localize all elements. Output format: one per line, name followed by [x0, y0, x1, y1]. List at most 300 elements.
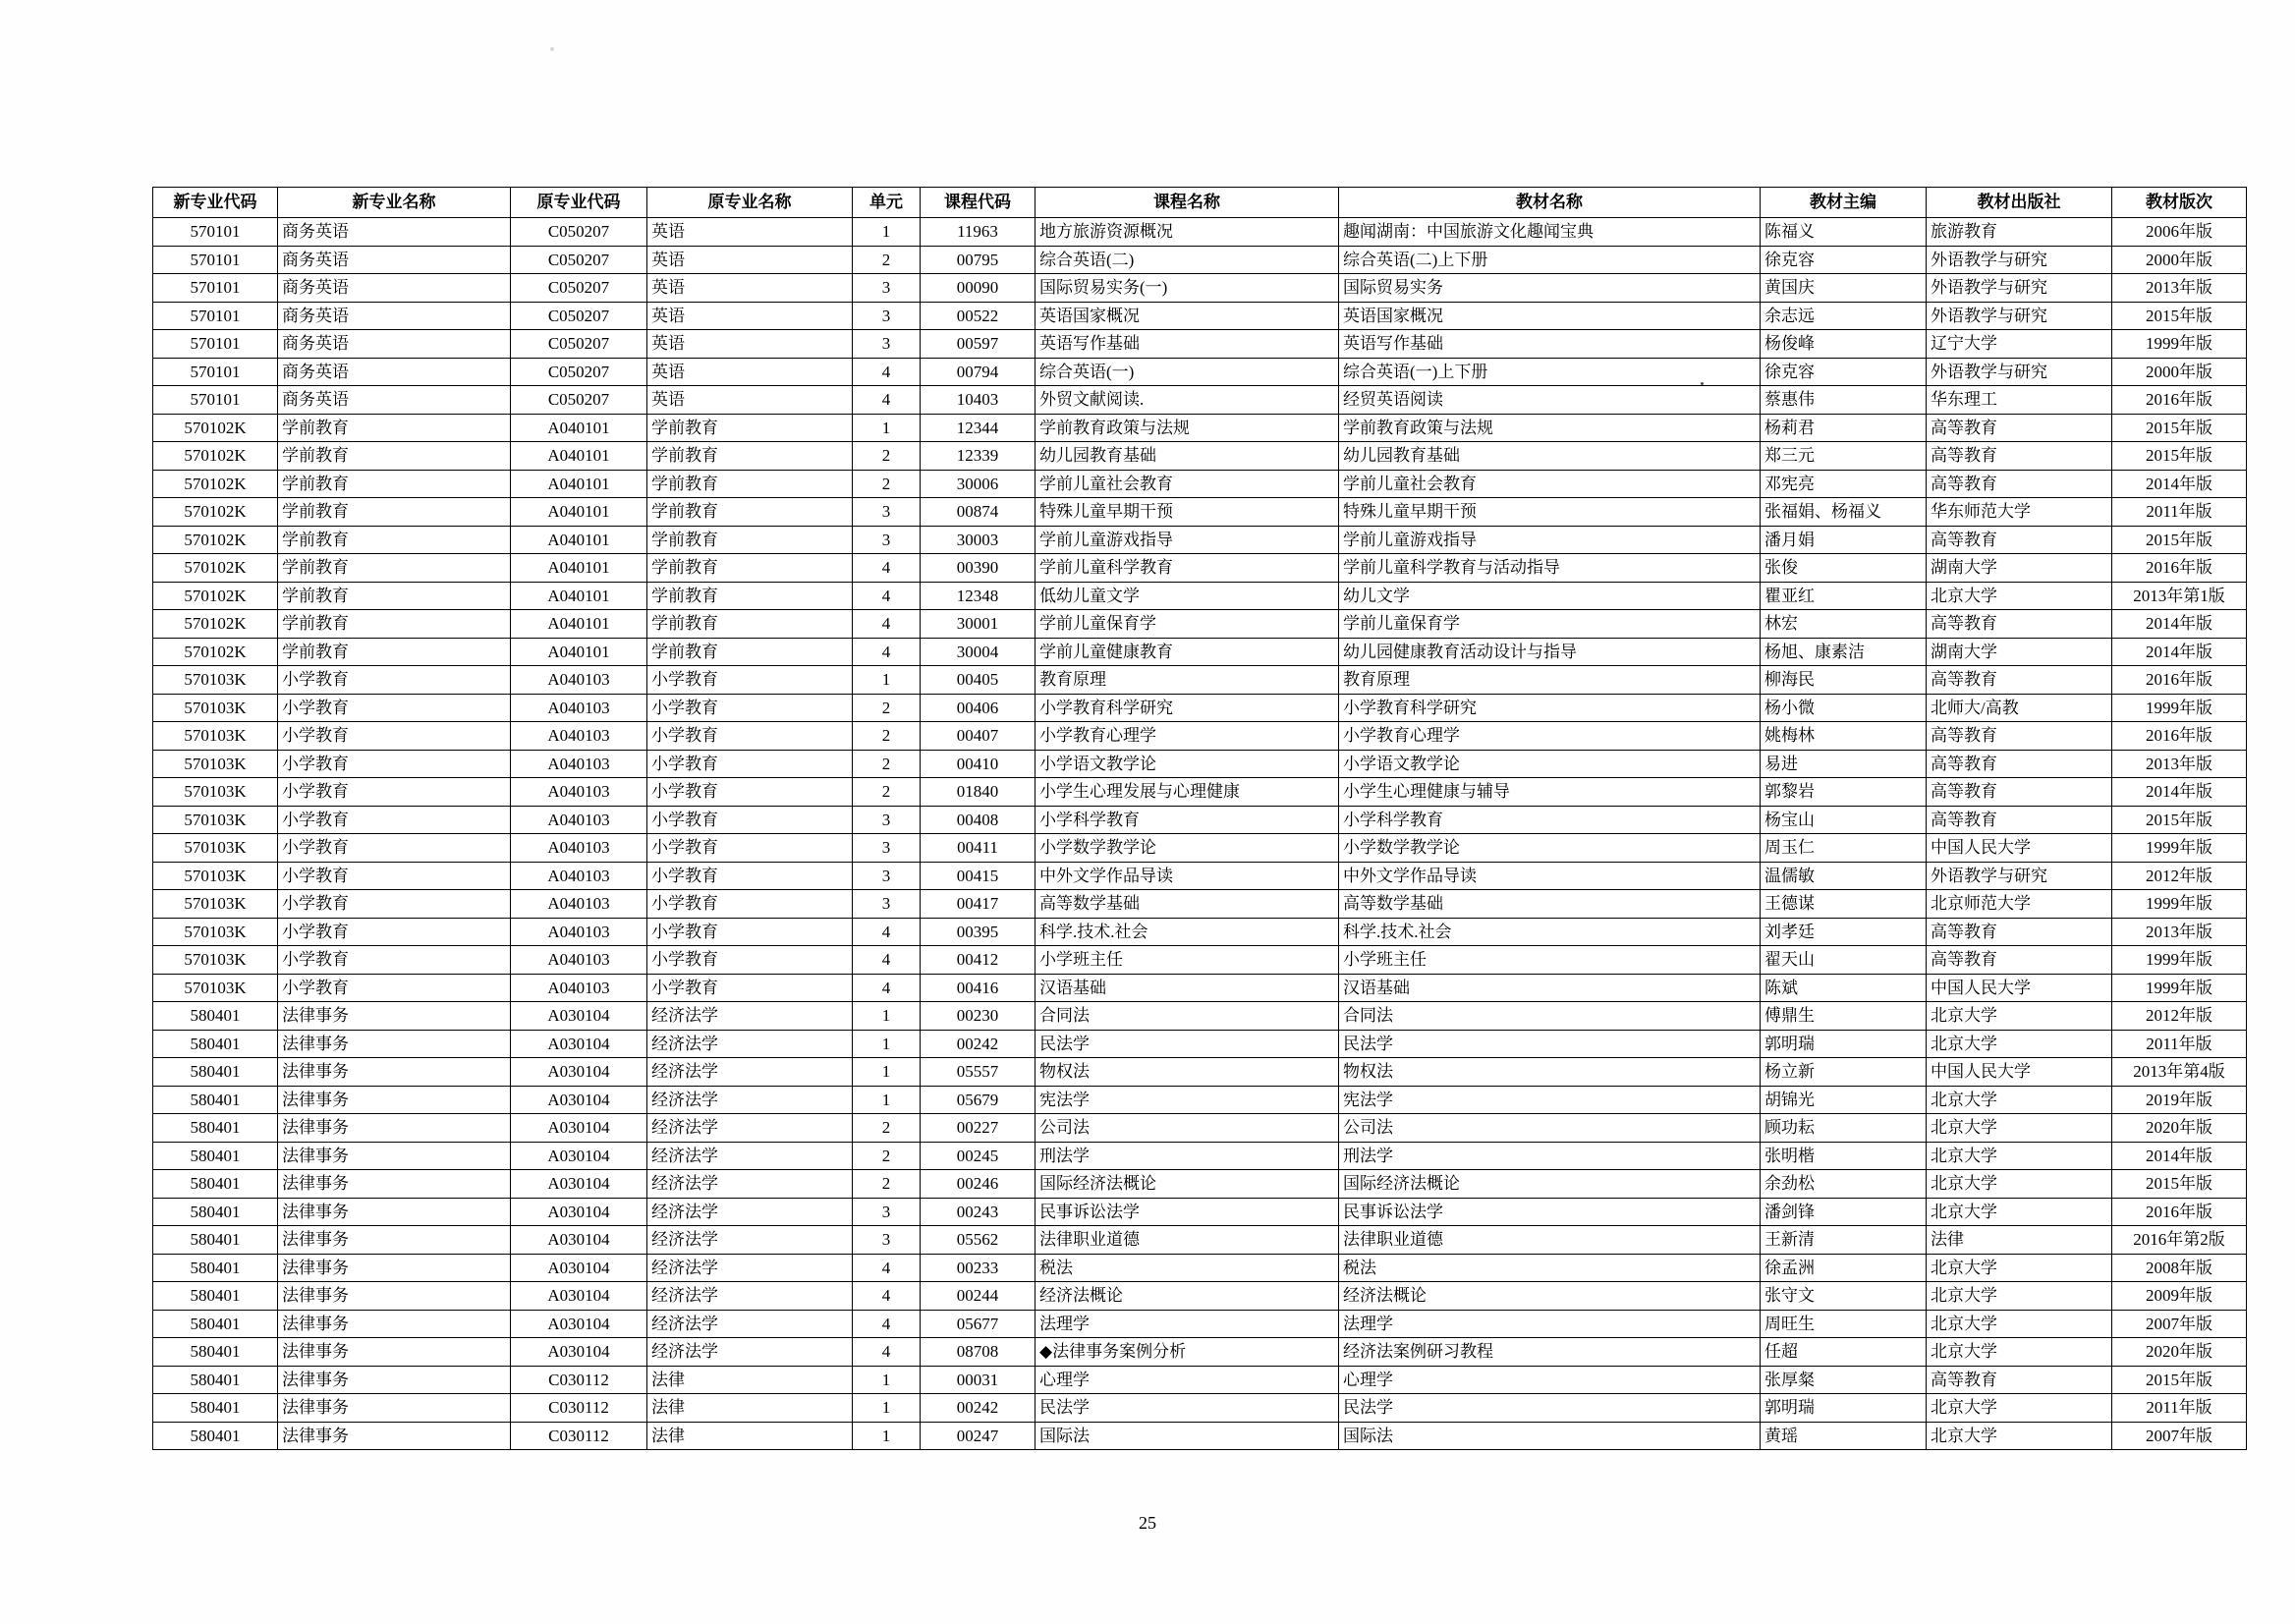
cell-textbook-editor: 易进: [1761, 750, 1927, 778]
cell-unit: 3: [853, 330, 921, 359]
cell-old-major-name: 小学教育: [647, 666, 853, 695]
cell-new-major-name: 小学教育: [278, 918, 511, 946]
cell-textbook-editor: 柳海民: [1761, 666, 1927, 695]
cell-old-major-code: A030104: [511, 1114, 647, 1143]
cell-textbook-name: 幼儿园教育基础: [1339, 442, 1761, 471]
cell-new-major-name: 法律事务: [278, 1170, 511, 1199]
cell-new-major-name: 小学教育: [278, 890, 511, 919]
cell-course-code: 08708: [921, 1338, 1036, 1367]
cell-unit: 1: [853, 1086, 921, 1114]
cell-textbook-press: 湖南大学: [1927, 638, 2112, 666]
cell-textbook-edition: 2020年版: [2112, 1338, 2247, 1367]
table-body: [153, 218, 2247, 1450]
scan-speck: [1701, 382, 1704, 385]
cell-course-name: 外贸文献阅读.: [1036, 386, 1339, 415]
cell-textbook-editor: 王德谋: [1761, 890, 1927, 919]
table-row: [153, 1058, 2247, 1087]
cell-course-code: 00410: [921, 750, 1036, 778]
cell-textbook-name: 中外文学作品导读: [1339, 862, 1761, 890]
cell-textbook-name: 小学数学教学论: [1339, 834, 1761, 863]
table-row: [153, 750, 2247, 778]
cell-new-major-code: 580401: [153, 1170, 278, 1199]
cell-textbook-editor: 徐克容: [1761, 358, 1927, 386]
cell-textbook-press: 高等教育: [1927, 414, 2112, 442]
cell-textbook-name: 汉语基础: [1339, 974, 1761, 1002]
cell-unit: 3: [853, 890, 921, 919]
cell-old-major-code: A040101: [511, 498, 647, 527]
cell-unit: 2: [853, 778, 921, 807]
cell-textbook-press: 外语教学与研究: [1927, 862, 2112, 890]
cell-course-name: 国际经济法概论: [1036, 1170, 1339, 1199]
cell-new-major-name: 商务英语: [278, 358, 511, 386]
cell-textbook-press: 北京大学: [1927, 1338, 2112, 1367]
table-row: [153, 806, 2247, 834]
cell-new-major-code: 570102K: [153, 470, 278, 498]
cell-new-major-code: 570102K: [153, 498, 278, 527]
cell-textbook-edition: 2015年版: [2112, 526, 2247, 554]
cell-old-major-code: C050207: [511, 358, 647, 386]
table-row: [153, 1254, 2247, 1282]
cell-textbook-name: 科学.技术.社会: [1339, 918, 1761, 946]
cell-new-major-name: 商务英语: [278, 246, 511, 274]
cell-course-code: 30001: [921, 610, 1036, 639]
table-row: [153, 722, 2247, 751]
cell-textbook-name: 国际贸易实务: [1339, 274, 1761, 303]
table-row: [153, 274, 2247, 303]
cell-textbook-edition: 2016年版: [2112, 666, 2247, 695]
cell-course-name: 学前儿童保育学: [1036, 610, 1339, 639]
cell-course-name: 高等数学基础: [1036, 890, 1339, 919]
cell-textbook-editor: 郭明瑞: [1761, 1394, 1927, 1423]
cell-textbook-name: 学前儿童游戏指导: [1339, 526, 1761, 554]
cell-new-major-code: 580401: [153, 1002, 278, 1031]
cell-textbook-edition: 1999年版: [2112, 890, 2247, 919]
cell-unit: 4: [853, 638, 921, 666]
cell-old-major-code: A040103: [511, 834, 647, 863]
table-row: [153, 610, 2247, 639]
cell-old-major-code: A040101: [511, 442, 647, 471]
cell-old-major-name: 小学教育: [647, 862, 853, 890]
cell-unit: 4: [853, 554, 921, 583]
table-row: [153, 1282, 2247, 1311]
cell-textbook-name: 小学生心理健康与辅导: [1339, 778, 1761, 807]
cell-old-major-name: 学前教育: [647, 442, 853, 471]
cell-old-major-name: 英语: [647, 302, 853, 330]
cell-textbook-name: 小学教育心理学: [1339, 722, 1761, 751]
cell-old-major-name: 小学教育: [647, 722, 853, 751]
table-row: [153, 1338, 2247, 1367]
table-row: [153, 442, 2247, 471]
cell-new-major-name: 学前教育: [278, 582, 511, 610]
cell-unit: 2: [853, 1114, 921, 1143]
cell-unit: 4: [853, 946, 921, 975]
cell-textbook-edition: 2016年版: [2112, 1198, 2247, 1226]
cell-textbook-press: 高等教育: [1927, 806, 2112, 834]
cell-course-code: 00031: [921, 1366, 1036, 1394]
cell-textbook-edition: 2014年版: [2112, 778, 2247, 807]
cell-textbook-name: 民法学: [1339, 1030, 1761, 1058]
cell-textbook-name: 学前儿童科学教育与活动指导: [1339, 554, 1761, 583]
cell-textbook-name: 学前儿童社会教育: [1339, 470, 1761, 498]
cell-old-major-name: 小学教育: [647, 946, 853, 975]
cell-course-code: 10403: [921, 386, 1036, 415]
table-row: [153, 1086, 2247, 1114]
cell-textbook-name: 学前儿童保育学: [1339, 610, 1761, 639]
table-row: [153, 1170, 2247, 1199]
cell-unit: 1: [853, 1366, 921, 1394]
cell-textbook-press: 北京大学: [1927, 1394, 2112, 1423]
cell-old-major-code: A030104: [511, 1086, 647, 1114]
cell-textbook-press: 中国人民大学: [1927, 1058, 2112, 1087]
cell-course-name: 学前儿童科学教育: [1036, 554, 1339, 583]
cell-textbook-edition: 2012年版: [2112, 862, 2247, 890]
cell-textbook-press: 北京大学: [1927, 1142, 2112, 1170]
cell-textbook-editor: 潘月娟: [1761, 526, 1927, 554]
cell-textbook-edition: 2014年版: [2112, 610, 2247, 639]
cell-textbook-name: 刑法学: [1339, 1142, 1761, 1170]
cell-textbook-edition: 2014年版: [2112, 1142, 2247, 1170]
cell-course-name: 小学教育科学研究: [1036, 694, 1339, 722]
cell-new-major-code: 580401: [153, 1282, 278, 1311]
cell-textbook-editor: 杨立新: [1761, 1058, 1927, 1087]
cell-old-major-name: 小学教育: [647, 806, 853, 834]
cell-course-name: 物权法: [1036, 1058, 1339, 1087]
cell-textbook-press: 高等教育: [1927, 470, 2112, 498]
cell-textbook-press: 高等教育: [1927, 946, 2112, 975]
cell-textbook-press: 外语教学与研究: [1927, 358, 2112, 386]
cell-old-major-code: A030104: [511, 1058, 647, 1087]
cell-textbook-press: 北京大学: [1927, 1086, 2112, 1114]
header-textbook-press: 教材出版社: [1927, 188, 2112, 218]
cell-old-major-code: A030104: [511, 1170, 647, 1199]
header-old-major-name: 原专业名称: [647, 188, 853, 218]
cell-unit: 1: [853, 1030, 921, 1058]
cell-new-major-name: 商务英语: [278, 302, 511, 330]
cell-textbook-editor: 黄国庆: [1761, 274, 1927, 303]
cell-old-major-code: A040101: [511, 526, 647, 554]
table-row: [153, 1310, 2247, 1338]
cell-new-major-name: 商务英语: [278, 330, 511, 359]
cell-course-code: 00408: [921, 806, 1036, 834]
cell-course-code: 00412: [921, 946, 1036, 975]
cell-new-major-name: 小学教育: [278, 750, 511, 778]
cell-course-name: 低幼儿童文学: [1036, 582, 1339, 610]
cell-course-name: 税法: [1036, 1254, 1339, 1282]
table-header: [153, 188, 2247, 218]
cell-old-major-code: A040101: [511, 638, 647, 666]
cell-unit: 1: [853, 1394, 921, 1423]
cell-new-major-name: 小学教育: [278, 946, 511, 975]
cell-new-major-code: 580401: [153, 1310, 278, 1338]
table-row: [153, 1394, 2247, 1423]
course-material-table: [152, 187, 2247, 1450]
cell-textbook-editor: 张俊: [1761, 554, 1927, 583]
table-row: [153, 1366, 2247, 1394]
cell-old-major-code: A040103: [511, 722, 647, 751]
course-table-container: [152, 187, 2225, 1450]
cell-new-major-name: 小学教育: [278, 778, 511, 807]
cell-old-major-code: A030104: [511, 1142, 647, 1170]
cell-unit: 1: [853, 666, 921, 695]
table-row: [153, 498, 2247, 527]
cell-textbook-edition: 2015年版: [2112, 442, 2247, 471]
cell-course-code: 00242: [921, 1030, 1036, 1058]
cell-course-code: 11963: [921, 218, 1036, 247]
cell-unit: 1: [853, 1002, 921, 1031]
cell-old-major-code: A040103: [511, 918, 647, 946]
cell-course-name: 学前儿童健康教育: [1036, 638, 1339, 666]
cell-new-major-name: 商务英语: [278, 274, 511, 303]
cell-textbook-edition: 2013年版: [2112, 274, 2247, 303]
cell-textbook-editor: 林宏: [1761, 610, 1927, 639]
cell-course-code: 00411: [921, 834, 1036, 863]
cell-course-name: 英语写作基础: [1036, 330, 1339, 359]
cell-course-code: 00794: [921, 358, 1036, 386]
table-row: [153, 1226, 2247, 1255]
cell-new-major-code: 570103K: [153, 946, 278, 975]
cell-new-major-code: 570101: [153, 358, 278, 386]
table-row: [153, 778, 2247, 807]
cell-unit: 4: [853, 1338, 921, 1367]
cell-textbook-edition: 2015年版: [2112, 1366, 2247, 1394]
cell-new-major-name: 法律事务: [278, 1030, 511, 1058]
cell-textbook-edition: 1999年版: [2112, 974, 2247, 1002]
cell-new-major-code: 570103K: [153, 666, 278, 695]
cell-textbook-editor: 徐孟洲: [1761, 1254, 1927, 1282]
cell-textbook-edition: 2000年版: [2112, 246, 2247, 274]
cell-old-major-code: A040103: [511, 890, 647, 919]
table-row: [153, 302, 2247, 330]
cell-textbook-editor: 蔡惠伟: [1761, 386, 1927, 415]
cell-course-code: 00407: [921, 722, 1036, 751]
cell-textbook-editor: 邓宪亮: [1761, 470, 1927, 498]
cell-textbook-edition: 2013年第4版: [2112, 1058, 2247, 1087]
cell-course-code: 00246: [921, 1170, 1036, 1199]
cell-new-major-code: 580401: [153, 1338, 278, 1367]
cell-textbook-editor: 张守文: [1761, 1282, 1927, 1311]
cell-textbook-press: 华东师范大学: [1927, 498, 2112, 527]
cell-textbook-edition: 2013年版: [2112, 750, 2247, 778]
cell-course-code: 05557: [921, 1058, 1036, 1087]
cell-course-code: 00244: [921, 1282, 1036, 1311]
cell-course-name: 学前教育政策与法规: [1036, 414, 1339, 442]
cell-old-major-name: 学前教育: [647, 414, 853, 442]
cell-unit: 1: [853, 414, 921, 442]
cell-course-code: 00395: [921, 918, 1036, 946]
cell-new-major-name: 法律事务: [278, 1002, 511, 1031]
cell-textbook-name: 法理学: [1339, 1310, 1761, 1338]
cell-course-name: 英语国家概况: [1036, 302, 1339, 330]
cell-old-major-name: 小学教育: [647, 750, 853, 778]
cell-course-code: 00230: [921, 1002, 1036, 1031]
cell-unit: 1: [853, 1422, 921, 1450]
cell-unit: 2: [853, 1142, 921, 1170]
cell-course-name: 民法学: [1036, 1394, 1339, 1423]
cell-new-major-code: 580401: [153, 1058, 278, 1087]
table-row: [153, 974, 2247, 1002]
cell-course-name: 学前儿童游戏指导: [1036, 526, 1339, 554]
cell-new-major-code: 570103K: [153, 862, 278, 890]
cell-old-major-name: 英语: [647, 246, 853, 274]
header-unit: 单元: [853, 188, 921, 218]
cell-textbook-name: 小学科学教育: [1339, 806, 1761, 834]
cell-old-major-code: A030104: [511, 1198, 647, 1226]
cell-textbook-editor: 周玉仁: [1761, 834, 1927, 863]
cell-old-major-name: 经济法学: [647, 1030, 853, 1058]
cell-new-major-name: 小学教育: [278, 722, 511, 751]
cell-course-code: 00405: [921, 666, 1036, 695]
cell-course-name: 法理学: [1036, 1310, 1339, 1338]
cell-course-name: 小学语文教学论: [1036, 750, 1339, 778]
cell-textbook-name: 合同法: [1339, 1002, 1761, 1031]
cell-course-name: 科学.技术.社会: [1036, 918, 1339, 946]
cell-textbook-name: 高等数学基础: [1339, 890, 1761, 919]
cell-textbook-name: 综合英语(二)上下册: [1339, 246, 1761, 274]
cell-course-code: 00227: [921, 1114, 1036, 1143]
cell-textbook-name: 公司法: [1339, 1114, 1761, 1143]
cell-old-major-code: A040103: [511, 862, 647, 890]
cell-unit: 4: [853, 974, 921, 1002]
cell-textbook-editor: 翟天山: [1761, 946, 1927, 975]
cell-textbook-edition: 2016年版: [2112, 722, 2247, 751]
cell-old-major-name: 法律: [647, 1394, 853, 1423]
cell-new-major-name: 法律事务: [278, 1198, 511, 1226]
cell-textbook-editor: 郑三元: [1761, 442, 1927, 471]
cell-new-major-name: 法律事务: [278, 1282, 511, 1311]
cell-course-code: 00795: [921, 246, 1036, 274]
cell-textbook-edition: 2007年版: [2112, 1310, 2247, 1338]
cell-textbook-press: 北京师范大学: [1927, 890, 2112, 919]
cell-textbook-edition: 2011年版: [2112, 1394, 2247, 1423]
table-row: [153, 470, 2247, 498]
cell-new-major-code: 570102K: [153, 554, 278, 583]
cell-course-code: 00233: [921, 1254, 1036, 1282]
cell-textbook-editor: 杨宝山: [1761, 806, 1927, 834]
cell-textbook-name: 宪法学: [1339, 1086, 1761, 1114]
cell-old-major-code: A030104: [511, 1310, 647, 1338]
table-row: [153, 218, 2247, 247]
cell-textbook-edition: 2015年版: [2112, 302, 2247, 330]
header-textbook-name: 教材名称: [1339, 188, 1761, 218]
cell-course-name: 综合英语(二): [1036, 246, 1339, 274]
cell-course-code: 00416: [921, 974, 1036, 1002]
header-textbook-edition: 教材版次: [2112, 188, 2247, 218]
table-row: [153, 358, 2247, 386]
cell-old-major-code: A040103: [511, 946, 647, 975]
table-row: [153, 1422, 2247, 1450]
table-row: [153, 414, 2247, 442]
cell-unit: 3: [853, 834, 921, 863]
cell-new-major-code: 570102K: [153, 610, 278, 639]
cell-new-major-name: 小学教育: [278, 694, 511, 722]
cell-new-major-name: 法律事务: [278, 1338, 511, 1367]
cell-course-code: 01840: [921, 778, 1036, 807]
cell-textbook-name: 教育原理: [1339, 666, 1761, 695]
cell-textbook-edition: 2011年版: [2112, 498, 2247, 527]
cell-new-major-code: 580401: [153, 1142, 278, 1170]
cell-old-major-code: C050207: [511, 330, 647, 359]
cell-old-major-name: 学前教育: [647, 582, 853, 610]
cell-course-name: 学前儿童社会教育: [1036, 470, 1339, 498]
cell-textbook-edition: 2015年版: [2112, 414, 2247, 442]
cell-textbook-edition: 2006年版: [2112, 218, 2247, 247]
cell-textbook-press: 北京大学: [1927, 1282, 2112, 1311]
cell-old-major-name: 学前教育: [647, 526, 853, 554]
cell-textbook-editor: 杨小微: [1761, 694, 1927, 722]
cell-new-major-name: 小学教育: [278, 666, 511, 695]
table-row: [153, 946, 2247, 975]
cell-textbook-edition: 2014年版: [2112, 470, 2247, 498]
cell-new-major-name: 商务英语: [278, 386, 511, 415]
cell-old-major-code: A040103: [511, 750, 647, 778]
cell-unit: 1: [853, 218, 921, 247]
cell-new-major-code: 570103K: [153, 974, 278, 1002]
cell-textbook-edition: 2011年版: [2112, 1030, 2247, 1058]
cell-new-major-name: 法律事务: [278, 1226, 511, 1255]
cell-textbook-editor: 温儒敏: [1761, 862, 1927, 890]
table-row: [153, 1030, 2247, 1058]
cell-old-major-code: A030104: [511, 1338, 647, 1367]
cell-textbook-edition: 2015年版: [2112, 1170, 2247, 1199]
cell-course-code: 00417: [921, 890, 1036, 919]
cell-old-major-code: C030112: [511, 1366, 647, 1394]
cell-course-name: 综合英语(一): [1036, 358, 1339, 386]
cell-textbook-editor: 张福娟、杨福义: [1761, 498, 1927, 527]
cell-new-major-code: 570103K: [153, 750, 278, 778]
cell-textbook-name: 幼儿园健康教育活动设计与指导: [1339, 638, 1761, 666]
cell-new-major-name: 小学教育: [278, 974, 511, 1002]
cell-old-major-name: 英语: [647, 218, 853, 247]
cell-unit: 3: [853, 526, 921, 554]
cell-course-code: 00090: [921, 274, 1036, 303]
cell-course-code: 12348: [921, 582, 1036, 610]
cell-textbook-name: 特殊儿童早期干预: [1339, 498, 1761, 527]
cell-old-major-code: A030104: [511, 1226, 647, 1255]
cell-old-major-name: 经济法学: [647, 1086, 853, 1114]
cell-course-code: 05562: [921, 1226, 1036, 1255]
cell-old-major-code: A040103: [511, 694, 647, 722]
cell-new-major-code: 580401: [153, 1254, 278, 1282]
cell-new-major-code: 570103K: [153, 722, 278, 751]
cell-textbook-press: 外语教学与研究: [1927, 274, 2112, 303]
table-row: [153, 330, 2247, 359]
header-course-code: 课程代码: [921, 188, 1036, 218]
table-row: [153, 526, 2247, 554]
header-old-major-code: 原专业代码: [511, 188, 647, 218]
cell-unit: 4: [853, 358, 921, 386]
cell-new-major-code: 580401: [153, 1198, 278, 1226]
cell-old-major-code: A030104: [511, 1002, 647, 1031]
cell-textbook-edition: 2009年版: [2112, 1282, 2247, 1311]
cell-course-code: 12339: [921, 442, 1036, 471]
cell-new-major-code: 570102K: [153, 414, 278, 442]
cell-unit: 3: [853, 498, 921, 527]
cell-old-major-code: C030112: [511, 1394, 647, 1423]
cell-new-major-name: 学前教育: [278, 442, 511, 471]
cell-old-major-code: A040101: [511, 610, 647, 639]
cell-course-name: 法律职业道德: [1036, 1226, 1339, 1255]
cell-new-major-code: 570103K: [153, 778, 278, 807]
cell-old-major-name: 学前教育: [647, 638, 853, 666]
scan-artifact-dot: [550, 47, 554, 51]
cell-old-major-code: A030104: [511, 1030, 647, 1058]
cell-old-major-name: 经济法学: [647, 1198, 853, 1226]
cell-textbook-press: 北京大学: [1927, 1170, 2112, 1199]
cell-course-name: 民事诉讼法学: [1036, 1198, 1339, 1226]
table-row: [153, 890, 2247, 919]
cell-textbook-press: 高等教育: [1927, 666, 2112, 695]
cell-textbook-press: 华东理工: [1927, 386, 2112, 415]
